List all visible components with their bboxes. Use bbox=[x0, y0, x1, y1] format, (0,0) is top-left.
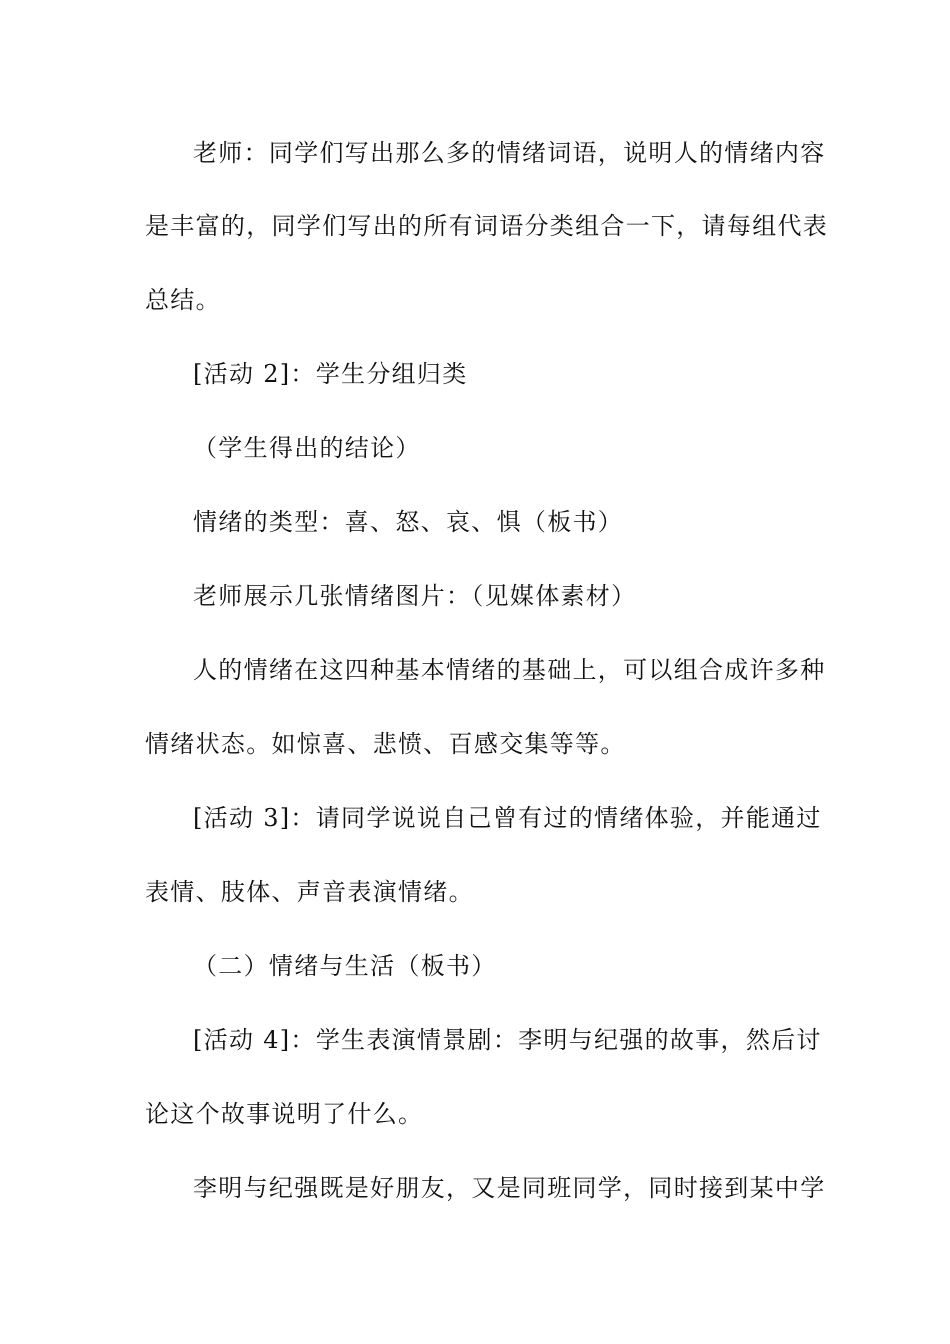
paragraph-line-2: 是丰富的，同学们写出的所有词语分类组合一下，请每组代表 bbox=[145, 212, 829, 240]
teacher-pictures-line: 老师展示几张情绪图片：（见媒体素材） bbox=[193, 582, 637, 610]
student-conclusion-line: （学生得出的结论） bbox=[193, 434, 421, 462]
paragraph-line-1: 老师：同学们写出那么多的情绪词语，说明人的情绪内容 bbox=[193, 139, 826, 167]
paragraph-line-3: 总结。 bbox=[145, 286, 221, 314]
activity-3-heading: [活动 3]：请同学说说自己曾有过的情绪体验，并能通过 bbox=[193, 804, 822, 832]
paragraph-line-9: 情绪状态。如惊喜、悲愤、百感交集等等。 bbox=[145, 730, 626, 758]
activity-2-heading: [活动 2]：学生分组归类 bbox=[193, 360, 468, 388]
activity-4-heading: [活动 4]：学生表演情景剧：李明与纪强的故事，然后讨 bbox=[193, 1026, 822, 1054]
paragraph-line-14: 论这个故事说明了什么。 bbox=[145, 1100, 424, 1128]
paragraph-line-15: 李明与纪强既是好朋友，又是同班同学，同时接到某中学 bbox=[193, 1174, 826, 1202]
paragraph-line-8: 人的情绪在这四种基本情绪的基础上，可以组合成许多种 bbox=[193, 656, 826, 684]
emotion-types-line: 情绪的类型：喜、怒、哀、惧（板书） bbox=[193, 508, 624, 536]
section-heading-emotion-life: （二）情绪与生活（板书） bbox=[193, 952, 497, 980]
paragraph-line-11: 表情、肢体、声音表演情绪。 bbox=[145, 878, 474, 906]
